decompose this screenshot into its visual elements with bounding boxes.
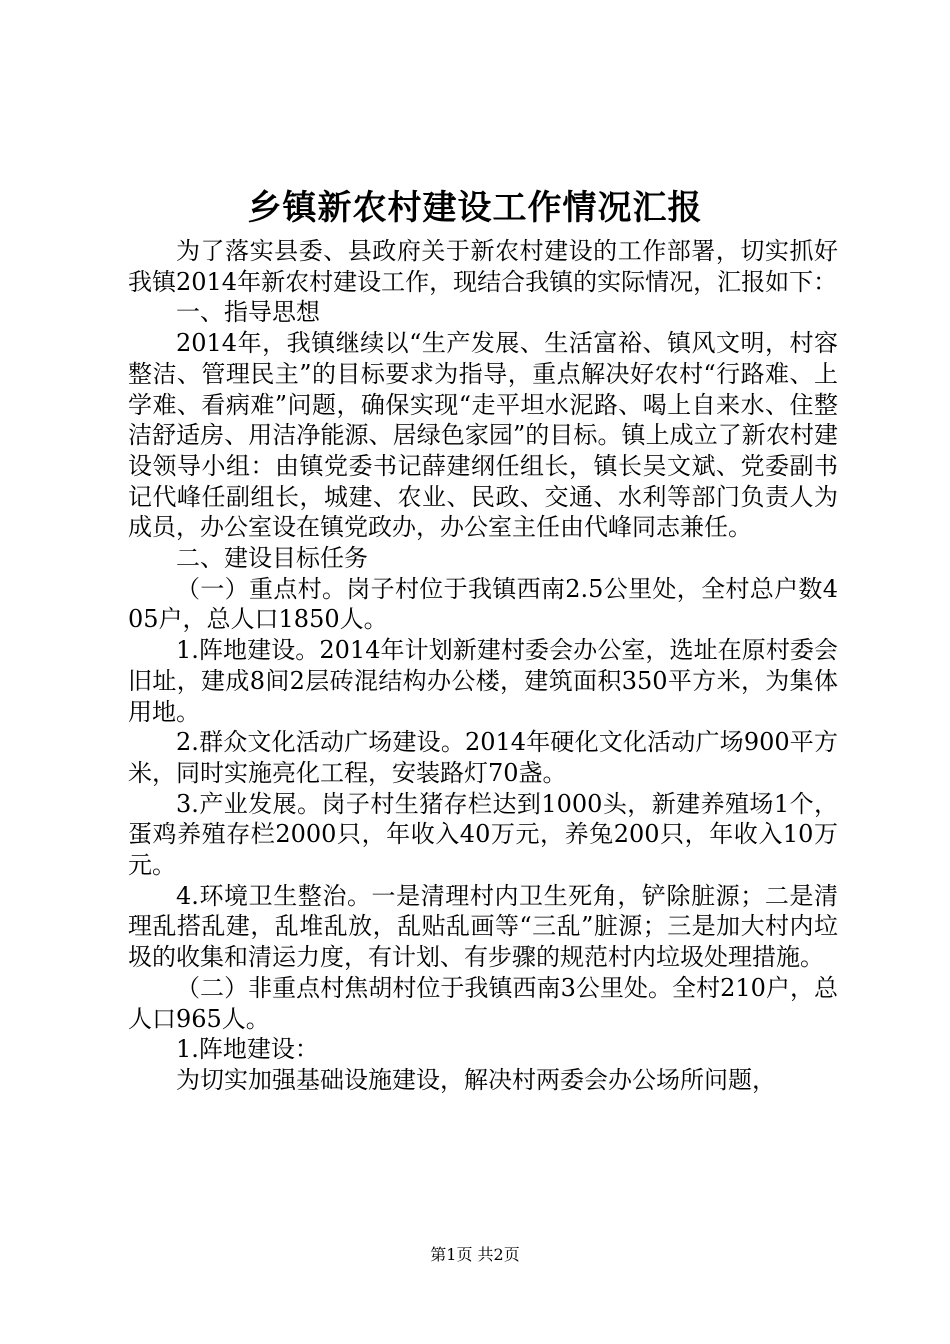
document-body: [128, 236, 838, 1096]
paragraph-item-3-industry: 3.产业发展。岗子村生猪存栏达到1000头，新建养殖场1个，蛋鸡养殖存栏2000只，年收入40万元，养兔200只，年收入10万元。: [128, 789, 838, 880]
paragraph-item-2-plaza: 2.群众文化活动广场建设。2014年硬化文化活动广场900平方米，同时实施亮化工程，安装路灯70盏。: [128, 728, 838, 787]
paragraph-facilities-continued: 为切实加强基础设施建设，解决村两委会办公场所问题，: [176, 1065, 776, 1094]
section-heading-guiding-ideology: 一、指导思想: [176, 298, 320, 327]
paragraph-item-1-facilities: 1.阵地建设。2014年计划新建村委会办公室，选址在原村委会旧址，建成8间2层砖混结构办公楼，建筑面积350平方米，为集体用地。: [128, 636, 838, 726]
section-heading-goals: 二、建设目标任务: [176, 544, 368, 573]
document-title: 乡镇新农村建设工作情况汇报: [247, 188, 703, 228]
paragraph-key-village: （一）重点村。岗子村位于我镇西南2.5公里处，全村总户数405户，总人口1850人。: [128, 574, 838, 634]
paragraph-item-4-sanitation: 4.环境卫生整治。一是清理村内卫生死角，铲除脏源；二是清理乱搭乱建，乱堆乱放，乱贴乱画等“三乱”脏源；三是加大村内垃圾的收集和清运力度，有计划、有步骤的规范村内垃圾处理措施。: [128, 881, 838, 972]
paragraph-intro: 为了落实县委、县政府关于新农村建设的工作部署，切实抓好我镇2014年新农村建设工作，现结合我镇的实际情况，汇报如下：: [128, 237, 838, 296]
paragraph-non-key-village: （二）非重点村焦胡村位于我镇西南3公里处。全村210户，总人口965人。: [128, 973, 838, 1033]
page-footer: 第1页 共2页: [430, 1245, 520, 1264]
paragraph-subheading-facilities: 1.阵地建设：: [176, 1035, 319, 1064]
paragraph-guiding-ideology: 2014年，我镇继续以“生产发展、生活富裕、镇风文明，村容整洁、管理民主”的目标要求为指导，重点解决好农村“行路难、上学难、看病难”问题，确保实现“走平坦水泥路、喝上自来水、住整洁舒适房、用洁净能源、居绿色家园”的目标。镇上成立了新农村建设领导小组：由镇党委书记薛建纲任组长，镇长吴文斌、党委副书记代峰任副组长，城建、农业、民政、交通、水利等部门负责人为成员，办公室设在镇党政办，办公室主任由代峰同志兼任。: [128, 329, 838, 542]
